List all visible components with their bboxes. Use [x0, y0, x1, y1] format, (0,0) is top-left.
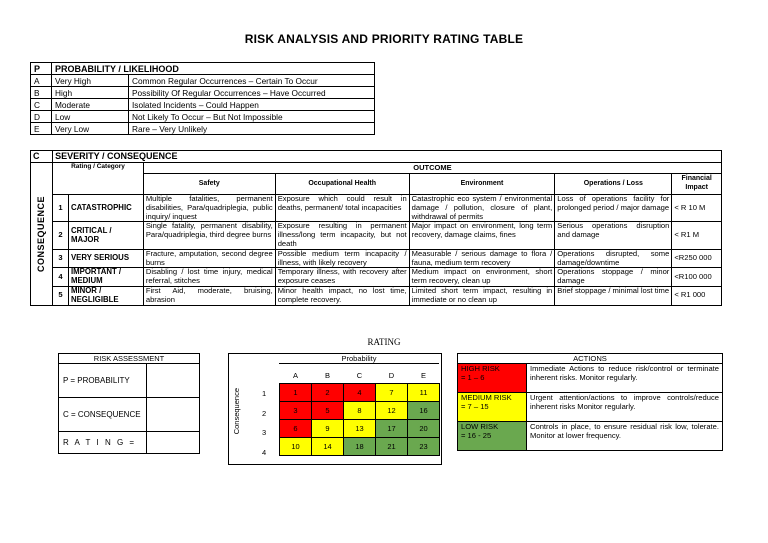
- severity-num: 4: [53, 268, 69, 287]
- risk-level-name: LOW RISK: [461, 422, 499, 431]
- matrix-cell: 6: [280, 420, 312, 438]
- matrix-col-label: B: [324, 371, 330, 380]
- risk-level-range: = 16 - 25: [461, 430, 492, 440]
- matrix-cell: 23: [408, 438, 440, 456]
- probability-desc-cell: Not Likely To Occur – But Not Impossible: [129, 111, 375, 123]
- table-row: [31, 99, 375, 111]
- matrix-cell: 14: [312, 438, 344, 456]
- matrix-row-label: 1: [262, 389, 267, 398]
- matrix-consequence-text: Consequence: [232, 388, 241, 435]
- risk-assessment-table: [58, 353, 200, 454]
- table-row: [31, 195, 722, 222]
- probability-desc-cell: Possibility Of Regular Occurrences – Have Occurred: [129, 87, 375, 99]
- severity-code: C: [31, 151, 53, 163]
- operations-cell: Serious operations disruption and damage: [555, 222, 672, 249]
- probability-code-cell: B: [31, 87, 52, 99]
- matrix-row: [280, 420, 440, 438]
- matrix-cell: 3: [280, 402, 312, 420]
- matrix-row: [280, 402, 440, 420]
- severity-category: VERY SERIOUS: [68, 249, 143, 268]
- financial-cell: <R250 000: [672, 249, 722, 268]
- probability-level-cell: Very Low: [52, 123, 129, 135]
- severity-table: [30, 150, 722, 306]
- environment-cell: Medium impact on environment, short term recovery, clean up: [409, 268, 555, 287]
- risk-level-cell: [458, 422, 527, 451]
- matrix-col-label: D: [388, 371, 395, 380]
- severity-num: 5: [53, 286, 69, 305]
- probability-code-cell: C: [31, 99, 52, 111]
- financial-cell: < R 10 M: [672, 195, 722, 222]
- safety-cell: Fracture, amputation, second degree burns: [143, 249, 275, 268]
- environment-cell: Major impact on environment, long term recovery, damage claims, fines: [409, 222, 555, 249]
- col-financial-impact: Financial Impact: [672, 174, 722, 195]
- probability-value-field[interactable]: [147, 364, 200, 398]
- health-cell: Possible medium term incapacity / illness, with likely recovery: [275, 249, 409, 268]
- matrix-cell: 5: [312, 402, 344, 420]
- table-row: [31, 286, 722, 305]
- matrix-row-label: 3: [262, 428, 267, 437]
- table-row: [458, 422, 723, 451]
- environment-cell: Limited short term impact, resulting in immediate or no clean up: [409, 286, 555, 305]
- table-row: [31, 222, 722, 249]
- matrix-cell: 18: [344, 438, 376, 456]
- col-operations-loss: Operations / Loss: [555, 174, 672, 195]
- matrix-cell: 12: [376, 402, 408, 420]
- severity-category: CATASTROPHIC: [68, 195, 143, 222]
- matrix-cell: 20: [408, 420, 440, 438]
- risk-action-desc: Immediate Actions to reduce risk/control or terminate inherent risks. Monitor regularly.: [527, 364, 723, 393]
- rating-category-header: Rating / Category: [53, 163, 144, 195]
- risk-assessment-heading: RISK ASSESSMENT: [59, 354, 200, 364]
- col-occupational-health: Occupational Health: [275, 174, 409, 195]
- severity-category: IMPORTANT / MEDIUM: [68, 268, 143, 287]
- safety-cell: Disabling / lost time injury, medical referral, stitches: [143, 268, 275, 287]
- financial-cell: < R1 000: [672, 286, 722, 305]
- risk-level-cell: [458, 364, 527, 393]
- risk-level-range: = 1 – 6: [461, 372, 485, 382]
- severity-num: 3: [53, 249, 69, 268]
- matrix-col-label: A: [292, 371, 298, 380]
- operations-cell: Brief stoppage / minimal lost time: [555, 286, 672, 305]
- health-cell: Minor health impact, no lost time, complete recovery.: [275, 286, 409, 305]
- probability-heading: PROBABILITY / LIKELIHOOD: [52, 63, 375, 75]
- risk-action-desc: Controls in place, to ensure residual risk low, tolerate. Monitor at lower frequency.: [527, 422, 723, 451]
- col-environment: Environment: [409, 174, 555, 195]
- probability-level-cell: Very High: [52, 75, 129, 87]
- rating-title: RATING: [367, 337, 401, 347]
- probability-desc-cell: Common Regular Occurrences – Certain To Occur: [129, 75, 375, 87]
- matrix-cell: 10: [280, 438, 312, 456]
- table-row: [458, 364, 723, 393]
- risk-level-cell: [458, 393, 527, 422]
- col-safety: Safety: [143, 174, 275, 195]
- consequence-label: C = CONSEQUENCE: [59, 398, 147, 432]
- matrix-cell: 17: [376, 420, 408, 438]
- outcome-header: OUTCOME: [143, 163, 721, 174]
- matrix-row-label: 2: [262, 409, 267, 418]
- actions-heading: ACTIONS: [458, 354, 723, 364]
- probability-table: [30, 62, 375, 135]
- probability-code-cell: E: [31, 123, 52, 135]
- matrix-cell: 13: [344, 420, 376, 438]
- safety-cell: Single fatality, permanent disability, Para/quadriplegia, third degree burns: [143, 222, 275, 249]
- probability-code-cell: D: [31, 111, 52, 123]
- matrix-row: [280, 384, 440, 402]
- severity-num: 2: [53, 222, 69, 249]
- matrix-cell: 1: [280, 384, 312, 402]
- probability-level-cell: High: [52, 87, 129, 99]
- severity-num: 1: [53, 195, 69, 222]
- matrix-probability-label: Probability: [279, 354, 439, 364]
- risk-action-desc: Urgent attention/actions to improve controls/reduce inherent risks Monitor regularly.: [527, 393, 723, 422]
- safety-cell: First Aid, moderate, bruising, abrasion: [143, 286, 275, 305]
- health-cell: Temporary illness, with recovery after exposure ceases: [275, 268, 409, 287]
- matrix-row-label: 4: [262, 448, 267, 457]
- table-row: [458, 393, 723, 422]
- risk-matrix: [228, 353, 442, 465]
- severity-category: MINOR / NEGLIGIBLE: [68, 286, 143, 305]
- financial-cell: < R1 M: [672, 222, 722, 249]
- matrix-cell: 8: [344, 402, 376, 420]
- operations-cell: Loss of operations facility for prolonged period / major damage: [555, 195, 672, 222]
- matrix-col-label: E: [420, 371, 426, 380]
- matrix-cell: 11: [408, 384, 440, 402]
- matrix-consequence-label: [232, 388, 242, 438]
- matrix-cell: 16: [408, 402, 440, 420]
- matrix-cell: 2: [312, 384, 344, 402]
- matrix-row: [280, 438, 440, 456]
- risk-level-name: HIGH RISK: [461, 364, 500, 373]
- rating-label: R A T I N G =: [59, 432, 147, 454]
- probability-level-cell: Low: [52, 111, 129, 123]
- table-row: [31, 123, 375, 135]
- table-row: [31, 75, 375, 87]
- table-row: [31, 268, 722, 287]
- probability-code-cell: A: [31, 75, 52, 87]
- matrix-cell: 9: [312, 420, 344, 438]
- health-cell: Exposure which could result in deaths, permanent/ total incapacities: [275, 195, 409, 222]
- risk-level-range: = 7 – 15: [461, 401, 489, 411]
- probability-level-cell: Moderate: [52, 99, 129, 111]
- matrix-cell: 4: [344, 384, 376, 402]
- financial-cell: <R100 000: [672, 268, 722, 287]
- table-row: [31, 111, 375, 123]
- probability-label: P = PROBABILITY: [59, 364, 147, 398]
- page-title: RISK ANALYSIS AND PRIORITY RATING TABLE: [244, 32, 524, 46]
- probability-code: P: [31, 63, 52, 75]
- matrix-cell: 7: [376, 384, 408, 402]
- actions-table: [457, 353, 723, 451]
- consequence-side-label: [31, 163, 53, 306]
- consequence-value-field[interactable]: [147, 398, 200, 432]
- risk-level-name: MEDIUM RISK: [461, 393, 512, 402]
- probability-desc-cell: Isolated Incidents – Could Happen: [129, 99, 375, 111]
- probability-desc-cell: Rare – Very Unlikely: [129, 123, 375, 135]
- matrix-cell: 21: [376, 438, 408, 456]
- safety-cell: Multiple fatalities, permanent disabilities, Para/quadriplegia, public inquiry/ inquest: [143, 195, 275, 222]
- environment-cell: Measurable / serious damage to flora / fauna, medium term recovery: [409, 249, 555, 268]
- operations-cell: Operations disrupted, some damage/downtime: [555, 249, 672, 268]
- rating-value-field[interactable]: [147, 432, 200, 454]
- matrix-grid: [279, 368, 440, 456]
- matrix-col-label: C: [356, 371, 363, 380]
- operations-cell: Operations stoppage / minor damage: [555, 268, 672, 287]
- environment-cell: Catastrophic eco system / environmental damage / pollution, closure of plant, withdrawal of permits: [409, 195, 555, 222]
- severity-heading: SEVERITY / CONSEQUENCE: [53, 151, 722, 163]
- table-row: [31, 249, 722, 268]
- table-row: [31, 87, 375, 99]
- severity-category: CRITICAL / MAJOR: [68, 222, 143, 249]
- health-cell: Exposure resulting in permanent illness/long term incapacity, but not death: [275, 222, 409, 249]
- consequence-side-text: CONSEQUENCE: [36, 195, 47, 272]
